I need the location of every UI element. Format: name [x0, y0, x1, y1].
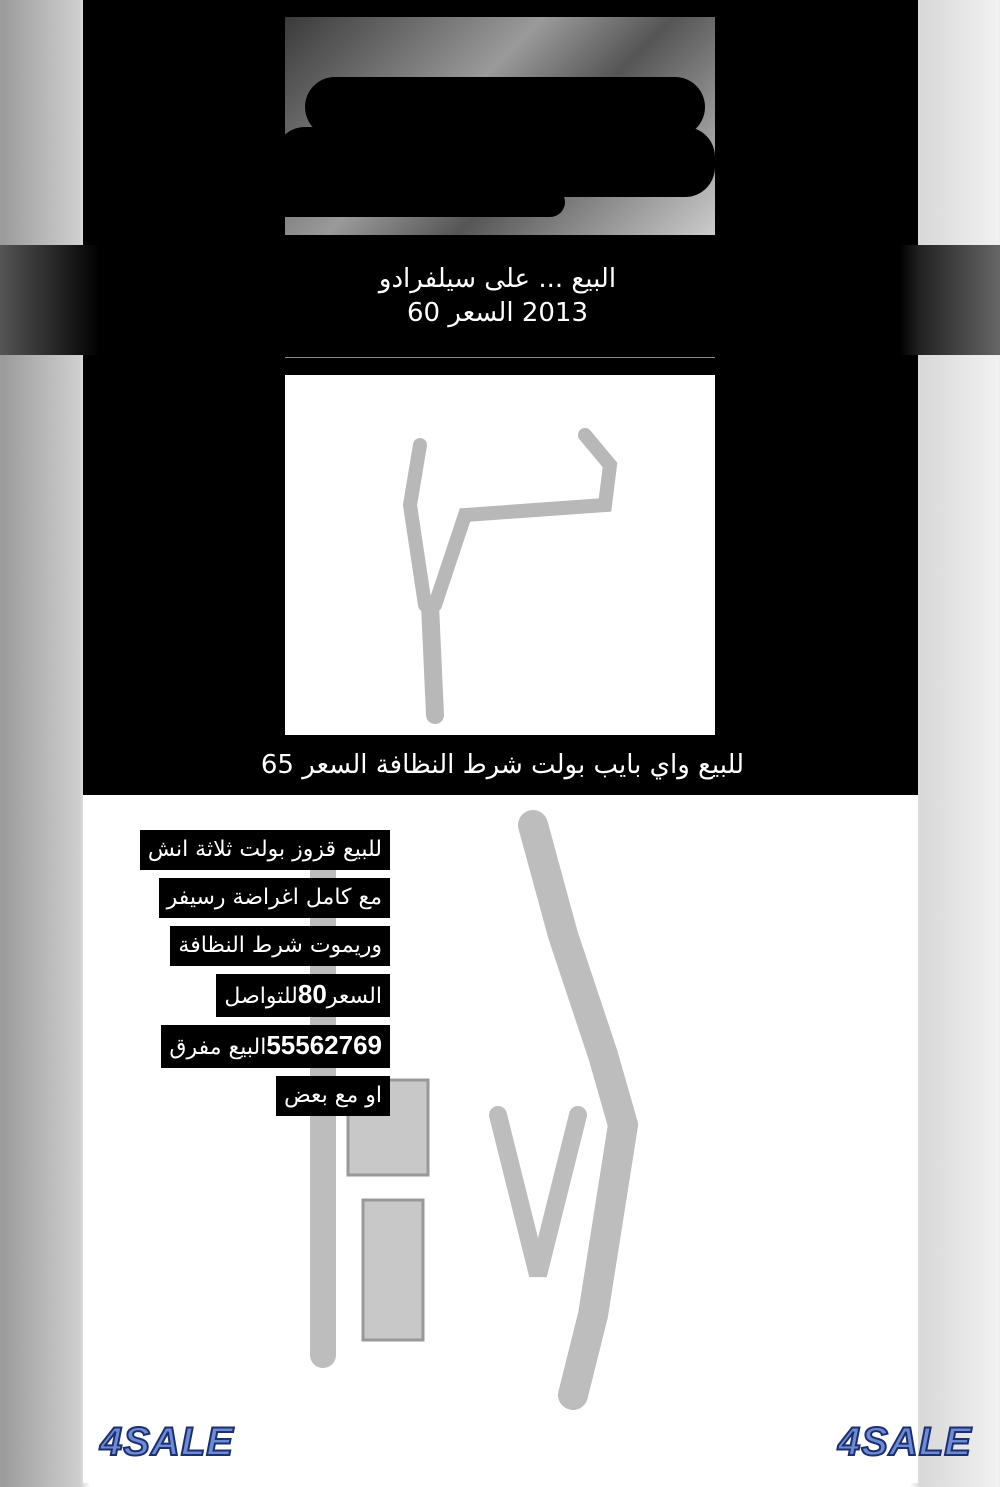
price-line [216, 974, 390, 1017]
y-pipe-drawing [285, 375, 715, 735]
phone-line [161, 1025, 390, 1068]
price-value: 80 [297, 979, 327, 1009]
contact-label: للتواصل [224, 984, 298, 1009]
engine-photo [285, 17, 715, 235]
phone-suffix: البيع مفرق [169, 1035, 267, 1060]
redaction-mark [140, 190, 340, 212]
divider [285, 357, 715, 358]
text-line: للبيع قزوز بولت ثلاثة انش [140, 830, 390, 870]
4sale-logo-right: 4SALE [838, 1420, 972, 1464]
text-line: وريموت شرط النظافة [170, 926, 390, 966]
top-post-line: 2013 السعر 60 [406, 298, 589, 328]
text-line: مع كامل اغراضة رسيفر [159, 878, 390, 918]
top-post-line: البيع ... على سيلفرادو [378, 264, 617, 294]
y-pipe-photo [285, 375, 715, 735]
top-post-text [140, 262, 855, 330]
bottom-post-text [120, 830, 390, 1124]
4sale-logo-left: 4SALE [100, 1420, 234, 1464]
middle-post-caption: للبيع واي بايب بولت شرط النظافة السعر 65 [235, 742, 770, 788]
phone-number[interactable]: 55562769 [266, 1030, 382, 1060]
price-label: السعر [326, 984, 382, 1009]
text-line: او مع بعض [276, 1076, 390, 1116]
